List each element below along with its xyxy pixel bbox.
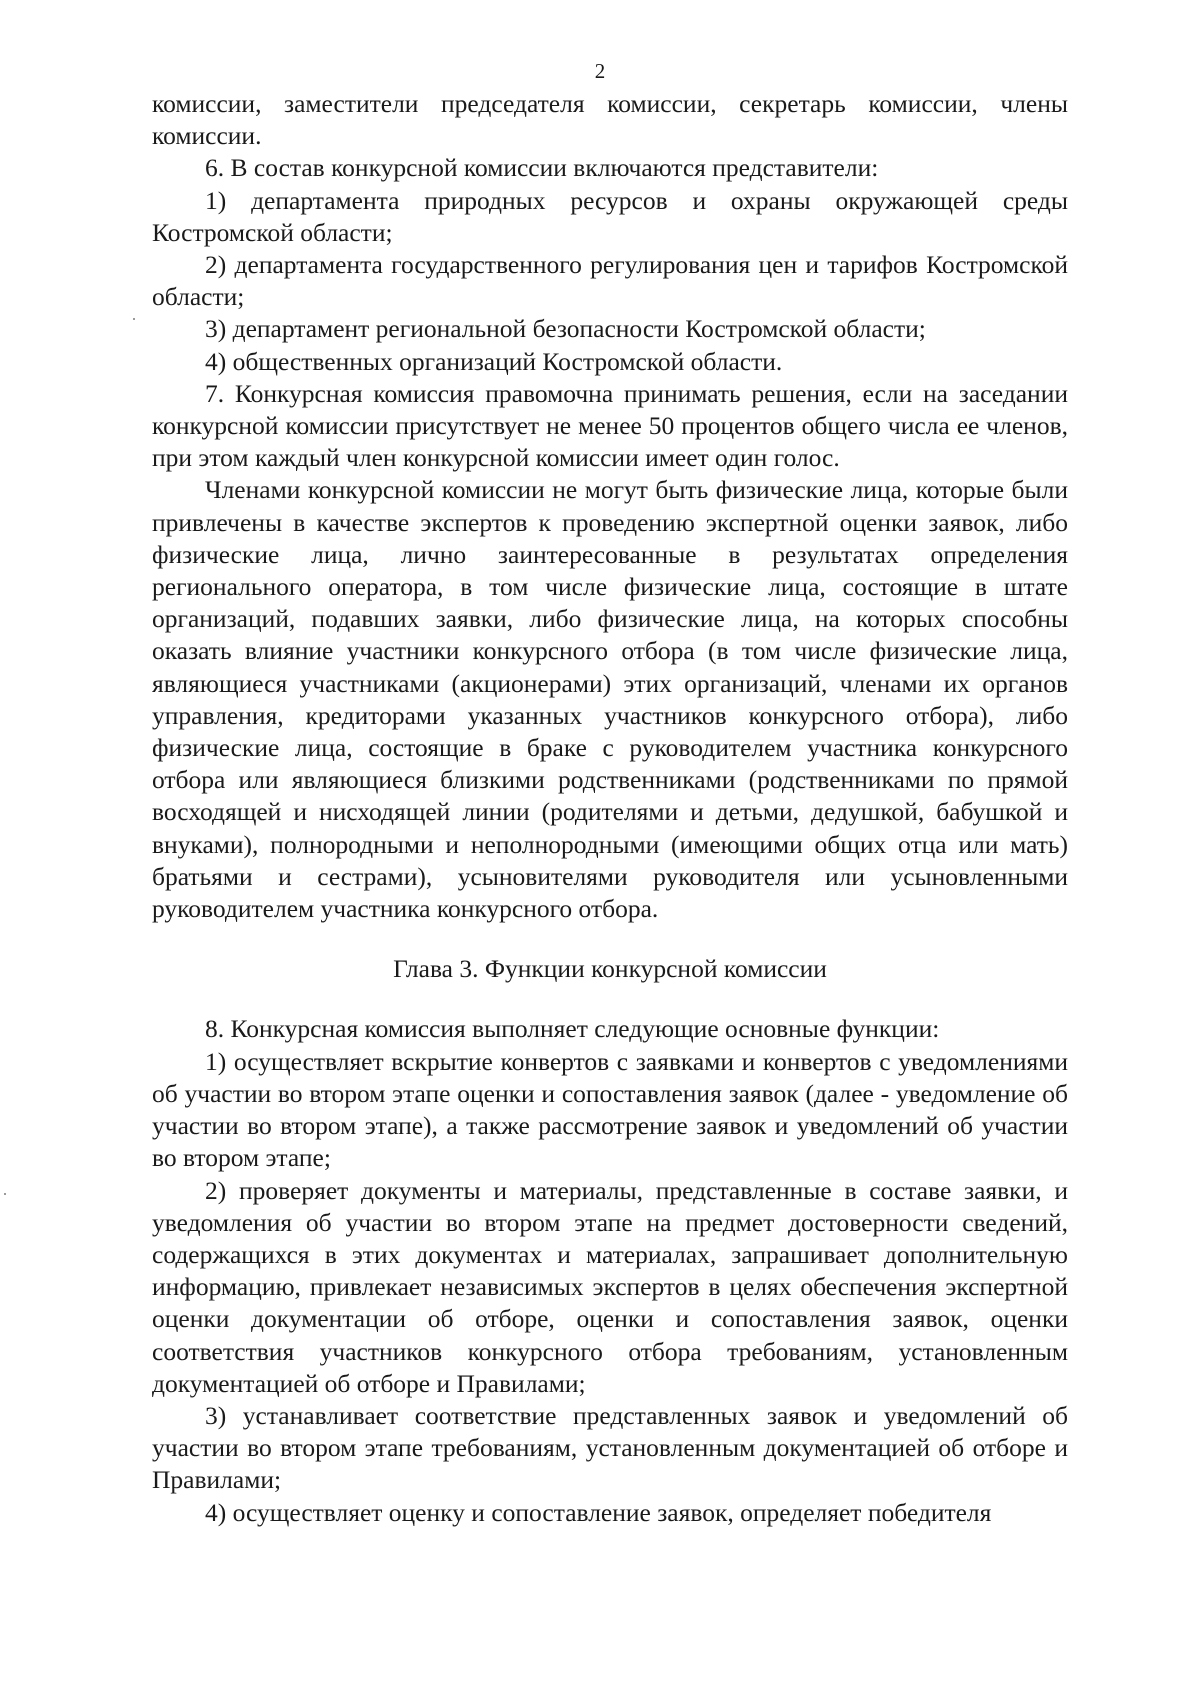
paragraph-item-8: 8. Конкурсная комиссия выполняет следующие основные функции: (205, 1014, 940, 1044)
document-body (152, 88, 1068, 1529)
scan-mark (133, 318, 135, 320)
paragraph-subitem-3: 3) департамент региональной безопасности Костромской области; (205, 314, 926, 344)
paragraph-function-4: 4) осуществляет оценку и сопоставление заявок, определяет победителя (205, 1497, 992, 1527)
chapter-title: Глава 3. Функции конкурсной комиссии (393, 954, 827, 984)
paragraph-function-2: 2) проверяет документы и материалы, представленные в составе заявки, и уведомления об участии во втором этапе на предмет достоверности сведений, содержащихся в этих документах и материалах, запрашивает дополнительную информацию, привлекает независимых экспертов в целях обеспечения экспертной оценки документации об отборе, оценки и сопоставления заявок, оценки соответствия участников конкурсного отбора требованиям, установленным документацией об отборе и Правилами; (152, 1175, 1068, 1398)
page-number: 2 (594, 59, 606, 83)
paragraph-subitem-1: 1) департамента природных ресурсов и охраны окружающей среды Костромской области; (152, 185, 1068, 247)
scan-mark (4, 1193, 6, 1195)
paragraph-subitem-4: 4) общественных организаций Костромской области. (205, 346, 783, 376)
paragraph-members-restriction: Членами конкурсной комиссии не могут быть физические лица, которые были привлечены в качестве экспертов к проведению экспертной оценки заявок, либо физические лица, лично заинтересованные в результатах определения регионального оператора, в том числе физические лица, состоящие в штате организаций, подавших заявки, либо физические лица, на которых способны оказать влияние участники конкурсного отбора (в том числе физические лица, являющиеся участниками (акционерами) этих организаций, членами их органов управления, кредиторами указанных участников конкурсного отбора), либо физические лица, состоящие в браке с руководителем участника конкурсного отбора или являющиеся близкими родственниками (родственниками по прямой восходящей и нисходящей линии (родителями и детьми, дедушкой, бабушкой и внуками), полнородными и неполнородными (имеющими общих отца или мать) братьями и сестрами), усыновителями руководителя или усыновленными руководителем участника конкурсного отбора. (152, 475, 1068, 924)
paragraph-function-1: 1) осуществляет вскрытие конвертов с заявками и конвертов с уведомлениями об участии во втором этапе оценки и сопоставления заявок (далее - уведомление об участии во втором этапе), а также рассмотрение заявок и уведомлений об участии во втором этапе; (152, 1046, 1068, 1173)
paragraph-continuation: комиссии, заместители председателя комиссии, секретарь комиссии, члены комиссии. (152, 89, 1068, 151)
paragraph-subitem-2: 2) департамента государственного регулирования цен и тарифов Костромской области; (152, 250, 1068, 312)
paragraph-item-6: 6. В состав конкурсной комиссии включаются представители: (205, 153, 879, 183)
paragraph-function-3: 3) устанавливает соответствие представленных заявок и уведомлений об участии во втором этапе требованиям, установленным документацией об отборе и Правилами; (152, 1400, 1068, 1495)
paragraph-item-7: 7. Конкурсная комиссия правомочна принимать решения, если на заседании конкурсной комиссии присутствует не менее 50 процентов общего числа ее членов, при этом каждый член конкурсной комиссии имеет один голос. (152, 378, 1068, 473)
